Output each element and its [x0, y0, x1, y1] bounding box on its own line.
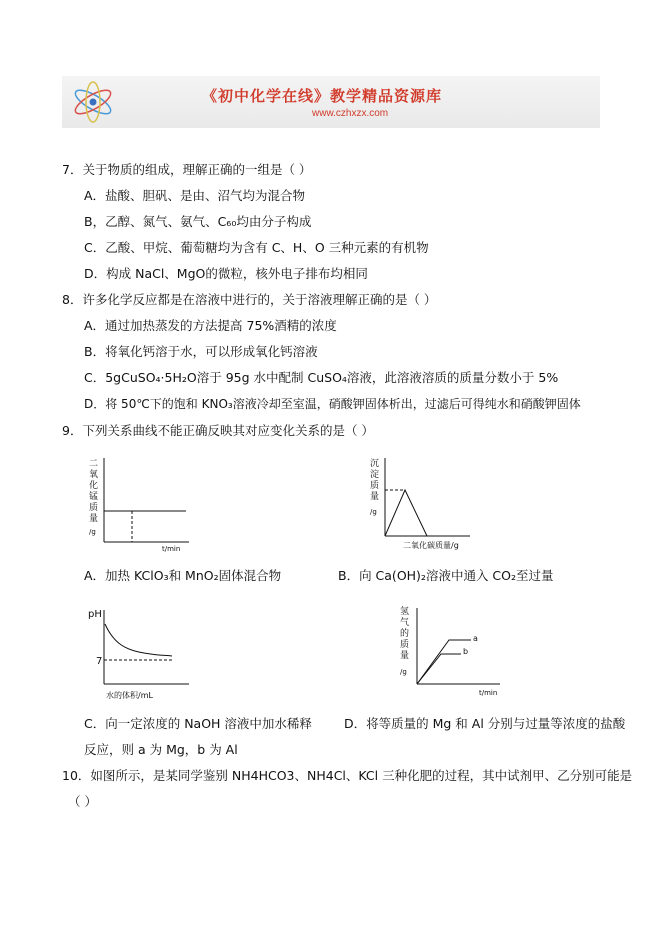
- graph-a-ylabel-1: 氧: [89, 470, 99, 480]
- q9-caption-d-cont: 反应，则 a 为 Mg，b 为 Al: [84, 742, 238, 757]
- graph-d-ylabel-3: 质: [400, 640, 410, 650]
- graph-a-ylabel-0: 二: [89, 459, 99, 469]
- graph-b: [365, 452, 480, 554]
- graph-c-ytick: 7: [96, 656, 103, 667]
- graph-d-xlabel: t/min: [479, 689, 498, 697]
- q8-stem: 8．许多化学反应都是在溶液中进行的，关于溶液理解正确的是（ ）: [62, 292, 437, 307]
- q7-option-c: C．乙酸、甲烷、葡萄糖均为含有 C、H、O 三种元素的有机物: [84, 240, 429, 255]
- q10-stem: 10．如图所示，是某同学鉴别 NH4HCO3、NH4Cl、KCl 三种化肥的过程，其中试剂甲、乙分别可能是: [62, 768, 633, 783]
- q9-caption-c: C．向一定浓度的 NaOH 溶液中加水稀释: [84, 716, 312, 731]
- graph-d-line-b: [417, 654, 461, 684]
- graph-b-curve: [385, 490, 427, 536]
- q7-stem: 7．关于物质的组成，理解正确的一组是（ ）: [62, 162, 312, 177]
- graph-a-xlabel: t/min: [162, 545, 181, 553]
- q10-paren: （ ）: [68, 794, 97, 809]
- graph-d-ylabel-2: 的: [400, 629, 410, 639]
- banner-title: 《初中化学在线》教学精品资源库: [202, 87, 443, 105]
- graph-d-label-b: b: [463, 647, 469, 656]
- graph-a-yunit: /g: [89, 528, 96, 536]
- graph-c-xlabel: 水的体积/mL: [106, 691, 153, 700]
- q9-caption-a: A．加热 KClO₃和 MnO₂固体混合物: [84, 568, 282, 583]
- graph-b-ylabel-0: 沉: [370, 459, 380, 469]
- q8-option-b: B．将氧化钙溶于水，可以形成氧化钙溶液: [84, 344, 318, 359]
- graph-d-ylabel-0: 氢: [400, 607, 410, 617]
- graph-d-yunit: /g: [400, 668, 407, 676]
- graph-b-ylabel-2: 质: [370, 481, 380, 491]
- q8-option-d: D．将 50℃下的饱和 KNO₃溶液冷却至室温，硝酸钾固体析出，过滤后可得纯水和硝酸钾固体: [84, 397, 581, 411]
- banner-url: www.czhxzx.com: [312, 108, 389, 119]
- graph-b-xlabel: 二氧化碳质量/g: [403, 541, 459, 550]
- graph-d-ylabel-1: 气: [400, 618, 410, 628]
- graph-a-ylabel-4: 质: [89, 503, 99, 513]
- q9-stem: 9．下列关系曲线不能正确反映其对应变化关系的是（ ）: [62, 423, 374, 438]
- graph-c-ylabel: pH: [88, 609, 102, 620]
- graph-b-ylabel-1: 淀: [370, 470, 380, 480]
- q7-option-d: D．构成 NaCl、MgO的微粒，核外电子排布均相同: [84, 266, 368, 281]
- graph-b-ylabel-3: 量: [370, 492, 380, 502]
- q7-option-a: A．盐酸、胆矾、是由、沼气均为混合物: [84, 188, 306, 203]
- atom-logo-icon: [68, 80, 118, 124]
- graph-d: [395, 602, 505, 698]
- graph-d-ylabel-4: 量: [400, 651, 410, 661]
- graph-c-curve: [105, 624, 172, 656]
- graph-c: [84, 604, 194, 700]
- q9-caption-d: D．将等质量的 Mg 和 Al 分别与过量等浓度的盐酸: [344, 716, 626, 731]
- graph-a: [84, 452, 194, 554]
- header-banner: [62, 76, 600, 128]
- graph-b-yunit: /g: [370, 508, 377, 516]
- graph-d-label-a: a: [473, 634, 478, 643]
- q8-option-c: C．5gCuSO₄·5H₂O溶于 95g 水中配制 CuSO₄溶液，此溶液溶质的质量分数小于 5%: [84, 370, 559, 385]
- q9-caption-b: B．向 Ca(OH)₂溶液中通入 CO₂至过量: [338, 568, 554, 583]
- graph-a-ylabel-5: 量: [89, 514, 99, 524]
- graph-a-ylabel-3: 锰: [89, 492, 99, 502]
- q7-option-b: B，乙醇、氮气、氨气、C₆₀均由分子构成: [84, 214, 312, 229]
- q8-option-a: A．通过加热蒸发的方法提高 75%酒精的浓度: [84, 318, 337, 333]
- graph-a-ylabel-2: 化: [89, 481, 99, 491]
